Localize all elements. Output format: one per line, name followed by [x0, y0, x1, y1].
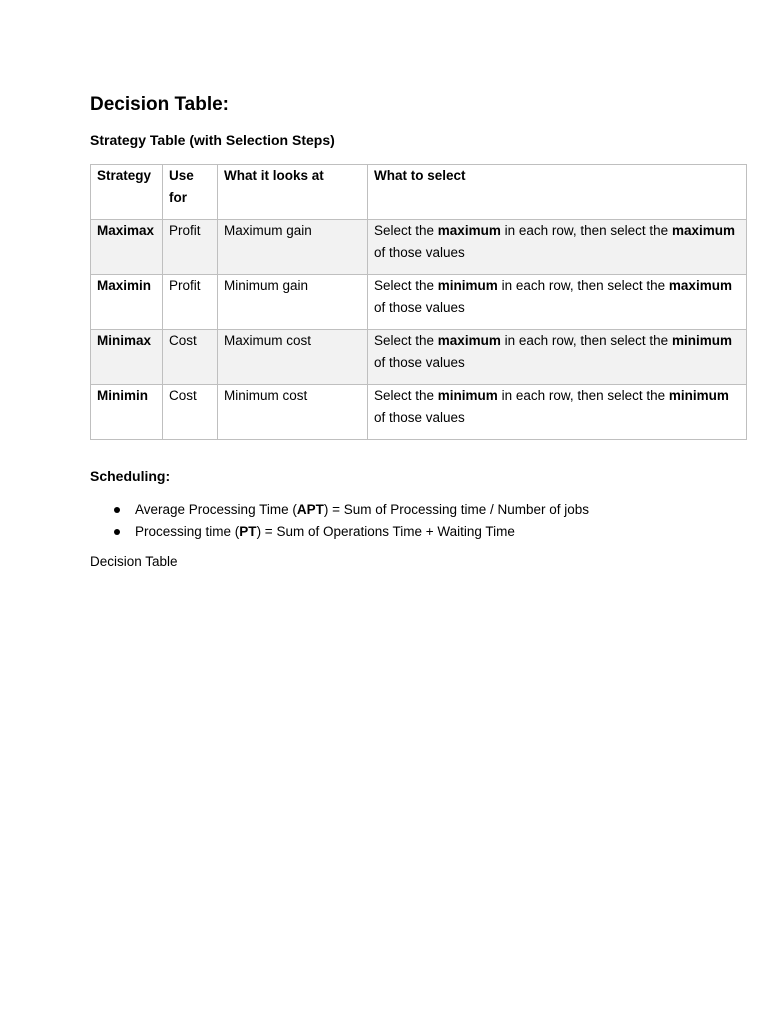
select-text-mid: in each row, then select the: [497, 278, 669, 293]
table-row: [91, 330, 747, 385]
select-second-emphasis: maximum: [668, 278, 732, 293]
looks-at-cell: Maximum gain: [218, 220, 368, 275]
select-text-post: of those values: [374, 355, 465, 370]
bullet-icon: [114, 529, 120, 535]
select-text-post: of those values: [374, 410, 465, 425]
select-first-emphasis: minimum: [437, 388, 498, 403]
strategy-table: [90, 164, 747, 440]
strategy-cell: Maximax: [91, 220, 163, 275]
select-text-mid: in each row, then select the: [497, 388, 669, 403]
select-first-emphasis: maximum: [437, 333, 501, 348]
looks-at-cell: Minimum gain: [218, 275, 368, 330]
bullet-text-post: ) = Sum of Operations Time + Waiting Time: [256, 524, 515, 539]
select-text-pre: Select the: [374, 388, 438, 403]
select-text-pre: Select the: [374, 278, 438, 293]
what-to-select-cell: [368, 385, 747, 440]
what-to-select-cell: [368, 275, 747, 330]
select-text-pre: Select the: [374, 333, 438, 348]
select-first-emphasis: maximum: [437, 223, 501, 238]
use-for-cell: Cost: [163, 385, 218, 440]
select-first-emphasis: minimum: [437, 278, 498, 293]
bullet-text-post: ) = Sum of Processing time / Number of jobs: [323, 502, 590, 517]
table-caption: Strategy Table (with Selection Steps): [90, 132, 335, 148]
what-to-select-cell: [368, 220, 747, 275]
bullet-abbr: PT: [239, 524, 257, 539]
use-for-cell: Profit: [163, 275, 218, 330]
select-text-mid: in each row, then select the: [500, 333, 672, 348]
table-row: [91, 275, 747, 330]
looks-at-cell: Minimum cost: [218, 385, 368, 440]
bullet-text-pre: Processing time (: [135, 524, 240, 539]
bullet-abbr: APT: [296, 502, 324, 517]
select-second-emphasis: minimum: [668, 388, 729, 403]
use-for-cell: Cost: [163, 330, 218, 385]
header-looks-at: What it looks at: [218, 165, 368, 220]
select-second-emphasis: maximum: [671, 223, 735, 238]
use-for-cell: Profit: [163, 220, 218, 275]
select-text-post: of those values: [374, 245, 465, 260]
select-text-mid: in each row, then select the: [500, 223, 672, 238]
scheduling-heading: Scheduling:: [90, 468, 171, 484]
bullet-icon: [114, 507, 120, 513]
footer-text: Decision Table: [90, 554, 178, 569]
header-use-for: Use for: [163, 165, 218, 220]
header-what-to-select: What to select: [368, 165, 747, 220]
select-second-emphasis: minimum: [671, 333, 732, 348]
scheduling-list: [90, 499, 589, 543]
select-text-pre: Select the: [374, 223, 438, 238]
table-row: [91, 385, 747, 440]
list-item: [90, 521, 589, 543]
strategy-cell: Minimax: [91, 330, 163, 385]
bullet-text-pre: Average Processing Time (: [135, 502, 297, 517]
header-strategy: Strategy: [91, 165, 163, 220]
table-header-row: [91, 165, 747, 220]
list-item: [90, 499, 589, 521]
strategy-cell: Minimin: [91, 385, 163, 440]
document-title: Decision Table:: [90, 94, 230, 115]
what-to-select-cell: [368, 330, 747, 385]
select-text-post: of those values: [374, 300, 465, 315]
looks-at-cell: Maximum cost: [218, 330, 368, 385]
table-row: [91, 220, 747, 275]
strategy-cell: Maximin: [91, 275, 163, 330]
